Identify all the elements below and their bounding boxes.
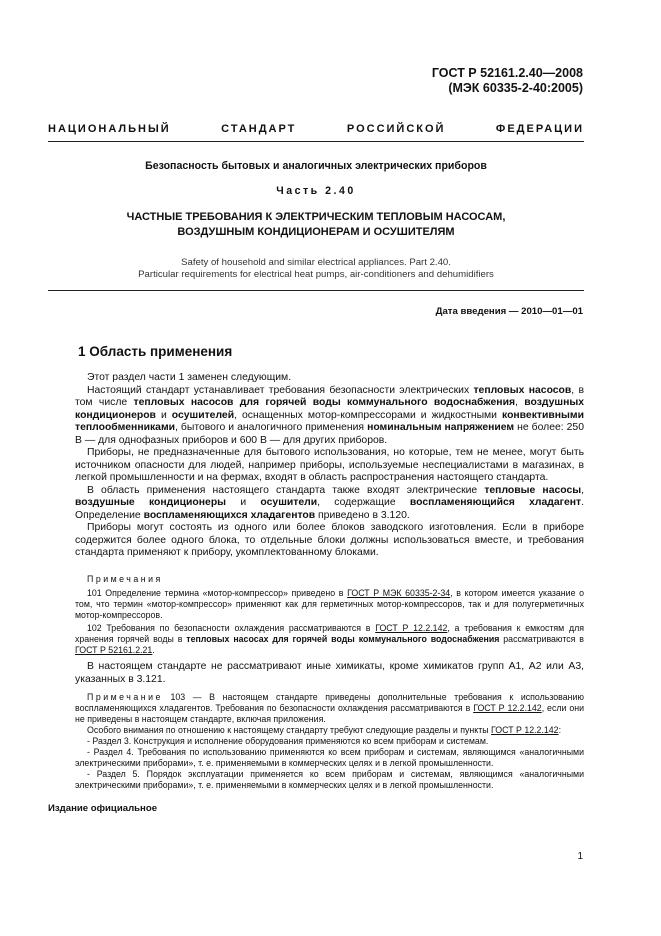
text-run: и (226, 497, 261, 508)
page-number: 1 (577, 851, 583, 862)
text-run: 101 Определение термина «мотор-компрессор» приведено в (87, 588, 348, 598)
term: воспламеняющийся хладагент (409, 497, 582, 508)
text-run: : (558, 725, 562, 735)
text-run: , если они не приведены в настоящем стандарте, включая приложения. (75, 703, 584, 724)
term: конвективными теплообменниками (75, 409, 585, 433)
list-item: - Раздел 3. Конструкция и исполнение оборудования применяются ко всем приборам и системам. (87, 736, 489, 746)
paragraph: Приборы, не предназначенные для бытового использования, но которые, тем не менее, могут быть источником опасности для людей, например приборы, используемые неспециалистами в магазинах, в легкой промышленности и на фермах, входят в область распространения настоящего стандарта. (75, 447, 584, 483)
term: воздушные кондиционеры (75, 497, 227, 508)
reference-link[interactable]: ГОСТ Р 12.2.142 (491, 725, 559, 735)
text-run: , содержащие (317, 497, 410, 508)
term: воздушных кондиционеров (75, 397, 584, 421)
term: номинальным напряжением (367, 422, 515, 433)
text-run: , оснащенных мотор-компрессорами и жидкостными (234, 409, 502, 421)
term: осушителей (171, 409, 235, 421)
reference-link[interactable]: ГОСТ Р 52161.2.21 (75, 645, 153, 655)
reference-link[interactable]: ГОСТ Р МЭК 60335-2-34 (347, 588, 451, 598)
term: тепловые насосы (484, 484, 582, 496)
paragraph (75, 485, 584, 523)
notes-heading: Примечания (87, 574, 163, 584)
introduction-date: Дата введения — 2010—01—01 (435, 306, 583, 317)
paragraph: Приборы могут состоять из одного или более блоков заводского изготовления. Если в приборе содержится более одного блока, то отдельные блоки должны использоваться вместе, и требования стандарта применяют к прибору, укомплектованному блоками. (75, 522, 584, 558)
term: воспламеняющихся хладагентов (143, 509, 316, 521)
note-heading: Примечание (87, 692, 163, 702)
edition-label: Издание официальное (48, 803, 158, 814)
term: тепловых насосов для горячей воды коммунального водоснабжения (133, 397, 516, 408)
note-102 (75, 623, 584, 656)
notes-block-1 (75, 574, 584, 656)
main-title-line-1: ЧАСТНЫЕ ТРЕБОВАНИЯ К ЭЛЕКТРИЧЕСКИМ ТЕПЛОВЫМ НАСОСАМ, (126, 211, 506, 223)
reference-link[interactable]: ГОСТ Р 12.2.142 (375, 623, 448, 633)
reference-link[interactable]: ГОСТ Р 12.2.142 (473, 703, 542, 713)
text-run: не более: 250 В — для однофазных приборов и 600 В — для других приборов. (75, 422, 584, 446)
text-run: , (515, 397, 525, 408)
list-item: - Раздел 4. Требования по использованию применяются ко всем приборам и системам, являющимся «аналогичными электрическими приборами», т. е. применяемыми в коммерческих целях и в легкой промышленности. (75, 747, 584, 768)
text-run: Особого внимания по отношению к настоящему стандарту требуют следующие разделы и пункты (87, 725, 492, 735)
text-run: , а требования к емкостям для хранения горячей воды в (75, 623, 585, 644)
text-run: приведено в 3.120. (315, 509, 410, 521)
paragraph (75, 385, 584, 448)
part-title: Часть 2.40 (276, 185, 356, 197)
header-rule (48, 141, 584, 142)
english-title (48, 257, 584, 281)
section-body-2 (75, 661, 584, 686)
text-run: В область применения настоящего стандарта также входят электрические (87, 484, 485, 496)
text-run: и (155, 409, 172, 421)
note-101 (75, 588, 584, 621)
text-run: Настоящий стандарт устанавливает требования безопасности электрических (87, 384, 474, 396)
text-run: 102 Требования по безопасности охлаждения рассматриваются в (87, 623, 376, 633)
text-run: , бытового и аналогичного применения (175, 422, 368, 433)
notes-block-2 (75, 692, 584, 791)
iec-number: (МЭК 60335-2-40:2005) (448, 81, 583, 95)
special-attention (75, 725, 584, 736)
main-title (48, 210, 584, 240)
standard-number-block (432, 66, 583, 96)
text-run: . Определение (75, 497, 584, 521)
paragraph: Этот раздел части 1 заменен следующим. (87, 372, 292, 383)
text-run: рассматриваются в (499, 634, 584, 644)
note-103 (75, 692, 584, 725)
term: тепловых насосах для горячей воды коммунального водоснабжения (186, 634, 500, 644)
english-title-line-2: Particular requirements for electrical heat pumps, air-conditioners and dehumidifiers (138, 269, 494, 280)
term: осушители (260, 497, 318, 508)
series-title: Безопасность бытовых и аналогичных электрических приборов (145, 160, 487, 172)
section-body (75, 372, 584, 560)
text-run: , в том числе (75, 384, 584, 408)
text-run: 103 — В настоящем стандарте приведены дополнительные требования к использованию воспламеняющихся хладагентов. Требования по безопасности охлаждения рассматриваются в (75, 692, 584, 713)
list-item: - Раздел 5. Порядок эксплуатации применяется ко всем приборам и системам, являющимся «аналогичными электрическими приборами», т. е. применяемыми в коммерческих целях и в легкой промышленности. (75, 769, 584, 790)
text-run: , (581, 484, 585, 496)
main-title-line-2: ВОЗДУШНЫМ КОНДИЦИОНЕРАМ И ОСУШИТЕЛЯМ (177, 226, 455, 238)
section-title: 1 Область применения (78, 344, 233, 359)
title-rule (48, 290, 584, 291)
text-run: , в котором имеется указание о том, что термин «мотор-компрессор» применяют как для герметичных мотор-компрессоров, так и для полугерметичных мотор-компрессоров. (75, 588, 584, 620)
paragraph: В настоящем стандарте не рассматривают иные химикаты, кроме химикатов групп А1, А2 или А3, указанных в 3.121. (75, 661, 584, 685)
standard-number: ГОСТ Р 52161.2.40—2008 (431, 66, 583, 80)
text-run: . (152, 645, 155, 655)
national-standard-heading: НАЦИОНАЛЬНЫЙ СТАНДАРТ РОССИЙСКОЙ ФЕДЕРАЦИИ (48, 123, 584, 135)
term: тепловых насосов (473, 384, 572, 396)
english-title-line-1: Safety of household and similar electrical appliances. Part 2.40. (181, 257, 451, 268)
